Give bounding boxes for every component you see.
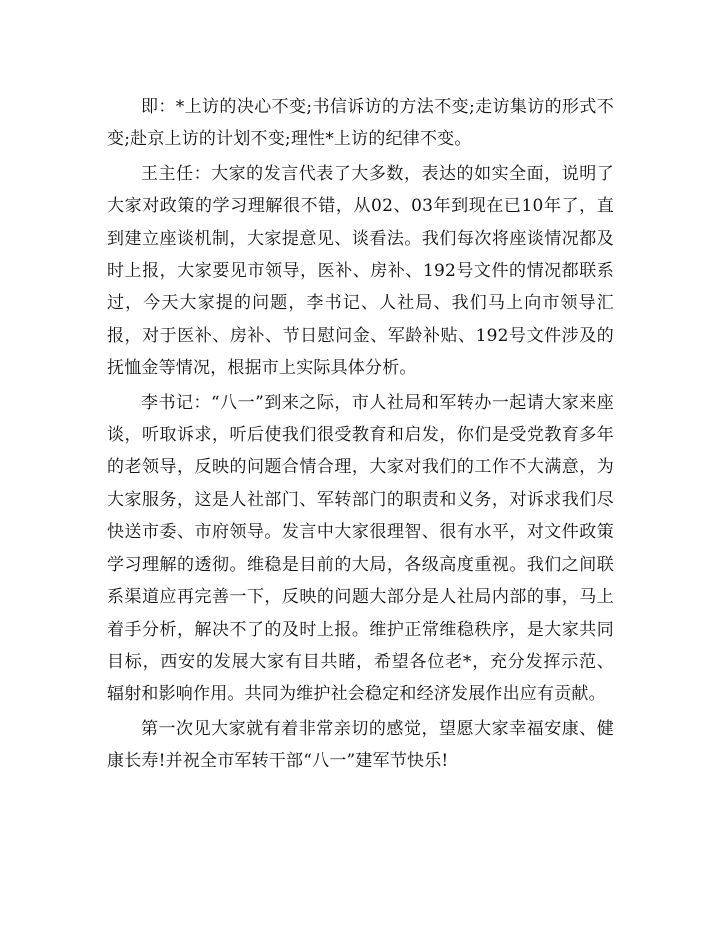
paragraph-director-wang: 王主任：大家的发言代表了大多数，表达的如实全面，说明了大家对政策的学习理解很不错，从02、03年到现在已10年了，直到建立座谈机制，大家提意见、谈看法。我们每次将座谈情况都及时上报，大家要见市领导，医补、房补、192号文件的情况都联系过，今天大家提的问题，李书记、人社局、我们马上向市领导汇报，对于医补、房补、节日慰问金、军龄补贴、192号文件涉及的抚恤金等情况，根据市上实际具体分析。	[107, 163, 614, 379]
paragraph-summary: 即：*上访的决心不变;书信诉访的方法不变;走访集访的形式不变;赴京上访的计划不变;理性*上访的纪律不变。	[107, 97, 614, 150]
document-page	[107, 91, 614, 780]
paragraph-secretary-li: 李书记：“八一”到来之际，市人社局和军转办一起请大家来座谈，听取诉求，听后使我们很受教育和启发，你们是受党教育多年的老领导，反映的问题合情合理，大家对我们的工作不大满意，为大家服务，这是人社部门、军转部门的职责和义务，对诉求我们尽快送市委、市府领导。发言中大家很理智、很有水平，对文件政策学习理解的透彻。维稳是目前的大局，各级高度重视。我们之间联系渠道应再完善一下，反映的问题大部分是人社局内部的事，马上着手分析，解决不了的及时上报。维护正常维稳秩序，是大家共同目标，西安的发展大家有目共睹，希望各位老*，充分发挥示范、辐射和影响作用。共同为维护社会稳定和经济发展作出应有贡献。	[107, 392, 614, 705]
paragraph-closing-wishes: 第一次见大家就有着非常亲切的感觉，望愿大家幸福安康、健康长寿!并祝全市军转干部“八一”建军节快乐!	[107, 718, 614, 772]
